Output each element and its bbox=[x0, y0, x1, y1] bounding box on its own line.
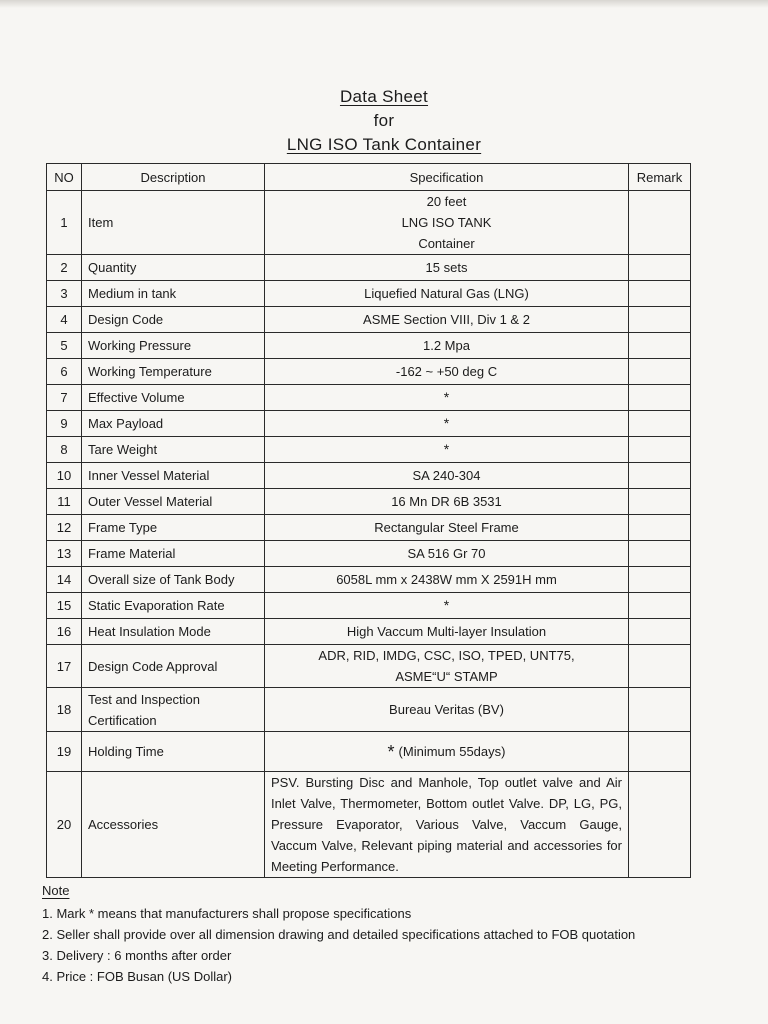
row-description: Item bbox=[82, 191, 265, 255]
row-no: 9 bbox=[47, 411, 82, 437]
row-remark bbox=[629, 333, 691, 359]
table-row bbox=[47, 385, 691, 411]
row-specification: PSV. Bursting Disc and Manhole, Top outlet valve and Air Inlet Valve, Thermometer, Bottom outlet Valve. DP, LG, PG, Pressure Evaporator, Various Valve, Vaccum Gauge, Vaccum Valve, Relevant piping material and accessories for Meeting Performance. bbox=[265, 772, 629, 878]
table-row bbox=[47, 359, 691, 385]
row-description: Inner Vessel Material bbox=[82, 463, 265, 489]
row-remark bbox=[629, 688, 691, 732]
row-description: Max Payload bbox=[82, 411, 265, 437]
table-row bbox=[47, 688, 691, 732]
row-no: 11 bbox=[47, 489, 82, 515]
row-specification bbox=[265, 191, 629, 255]
table-row bbox=[47, 645, 691, 688]
row-description: Overall size of Tank Body bbox=[82, 567, 265, 593]
row-no: 8 bbox=[47, 437, 82, 463]
row-no: 15 bbox=[47, 593, 82, 619]
row-specification: Bureau Veritas (BV) bbox=[265, 688, 629, 732]
row-no: 12 bbox=[47, 515, 82, 541]
row-specification: Rectangular Steel Frame bbox=[265, 515, 629, 541]
row-remark bbox=[629, 359, 691, 385]
row-no: 4 bbox=[47, 307, 82, 333]
title-line-1: Data Sheet bbox=[339, 87, 429, 106]
row-specification: 15 sets bbox=[265, 255, 629, 281]
note-item: 2. Seller shall provide over all dimension drawing and detailed specifications attached to FOB quotation bbox=[42, 927, 636, 942]
row-specification: * bbox=[265, 385, 629, 411]
row-remark bbox=[629, 463, 691, 489]
header-specification: Specification bbox=[265, 164, 629, 191]
row-no: 1 bbox=[47, 191, 82, 255]
row-remark bbox=[629, 437, 691, 463]
scan-edge-shadow bbox=[0, 0, 768, 8]
row-remark bbox=[629, 619, 691, 645]
spec-table bbox=[46, 163, 691, 878]
row-specification: * bbox=[265, 593, 629, 619]
row-specification: High Vaccum Multi-layer Insulation bbox=[265, 619, 629, 645]
row-description: Test and Inspection Certification bbox=[82, 688, 265, 732]
header-remark: Remark bbox=[629, 164, 691, 191]
row-description: Accessories bbox=[82, 772, 265, 878]
row-specification bbox=[265, 732, 629, 772]
table-row bbox=[47, 567, 691, 593]
row-remark bbox=[629, 732, 691, 772]
note-item: 1. Mark * means that manufacturers shall propose specifications bbox=[42, 906, 412, 921]
header-no: NO bbox=[47, 164, 82, 191]
row-specification: SA 516 Gr 70 bbox=[265, 541, 629, 567]
row-no: 6 bbox=[47, 359, 82, 385]
row-no: 13 bbox=[47, 541, 82, 567]
row-no: 14 bbox=[47, 567, 82, 593]
row-description: Static Evaporation Rate bbox=[82, 593, 265, 619]
row-description: Working Temperature bbox=[82, 359, 265, 385]
table-row bbox=[47, 191, 691, 255]
row-description: Effective Volume bbox=[82, 385, 265, 411]
row-remark bbox=[629, 281, 691, 307]
table-row bbox=[47, 772, 691, 878]
spec-line: ADR, RID, IMDG, CSC, ISO, TPED, UNT75, bbox=[318, 648, 575, 663]
table-row bbox=[47, 333, 691, 359]
notes-title: Note bbox=[42, 883, 70, 898]
table-row bbox=[47, 411, 691, 437]
row-no: 16 bbox=[47, 619, 82, 645]
note-item: 3. Delivery : 6 months after order bbox=[42, 948, 232, 963]
row-specification: Liquefied Natural Gas (LNG) bbox=[265, 281, 629, 307]
spec-line: Container bbox=[418, 236, 475, 251]
table-row bbox=[47, 437, 691, 463]
row-remark bbox=[629, 567, 691, 593]
table-row bbox=[47, 619, 691, 645]
title-line-2: for bbox=[373, 111, 395, 130]
row-description: Outer Vessel Material bbox=[82, 489, 265, 515]
row-no: 7 bbox=[47, 385, 82, 411]
row-description: Medium in tank bbox=[82, 281, 265, 307]
table-row bbox=[47, 489, 691, 515]
table-row bbox=[47, 541, 691, 567]
table-row bbox=[47, 255, 691, 281]
spec-line: ASME“U“ STAMP bbox=[395, 669, 498, 684]
row-remark bbox=[629, 645, 691, 688]
row-description: Design Code Approval bbox=[82, 645, 265, 688]
table-row bbox=[47, 515, 691, 541]
proposal-asterisk: * bbox=[387, 741, 395, 762]
row-no: 2 bbox=[47, 255, 82, 281]
row-remark bbox=[629, 489, 691, 515]
table-row bbox=[47, 307, 691, 333]
row-description: Frame Material bbox=[82, 541, 265, 567]
table-row bbox=[47, 281, 691, 307]
row-description: Frame Type bbox=[82, 515, 265, 541]
table-row bbox=[47, 593, 691, 619]
row-remark bbox=[629, 411, 691, 437]
row-remark bbox=[629, 515, 691, 541]
row-no: 17 bbox=[47, 645, 82, 688]
row-no: 20 bbox=[47, 772, 82, 878]
table-header-row bbox=[47, 164, 691, 191]
row-remark bbox=[629, 541, 691, 567]
table-row bbox=[47, 732, 691, 772]
row-no: 5 bbox=[47, 333, 82, 359]
row-remark bbox=[629, 385, 691, 411]
spec-text: (Minimum 55days) bbox=[398, 743, 506, 759]
row-specification: 16 Mn DR 6B 3531 bbox=[265, 489, 629, 515]
row-remark bbox=[629, 191, 691, 255]
row-description: Heat Insulation Mode bbox=[82, 619, 265, 645]
row-specification: SA 240-304 bbox=[265, 463, 629, 489]
row-no: 18 bbox=[47, 688, 82, 732]
row-specification: 6058L mm x 2438W mm X 2591H mm bbox=[265, 567, 629, 593]
row-no: 10 bbox=[47, 463, 82, 489]
row-description: Design Code bbox=[82, 307, 265, 333]
note-item: 4. Price : FOB Busan (US Dollar) bbox=[42, 969, 232, 984]
title-line-3: LNG ISO Tank Container bbox=[286, 135, 482, 154]
notes-section bbox=[42, 880, 742, 987]
spec-line: LNG ISO TANK bbox=[401, 215, 492, 230]
row-no: 3 bbox=[47, 281, 82, 307]
row-specification: ASME Section VIII, Div 1 & 2 bbox=[265, 307, 629, 333]
header-description: Description bbox=[82, 164, 265, 191]
row-description: Holding Time bbox=[82, 732, 265, 772]
row-specification: * bbox=[265, 411, 629, 437]
table-row bbox=[47, 463, 691, 489]
row-remark bbox=[629, 307, 691, 333]
row-specification bbox=[265, 645, 629, 688]
row-no: 19 bbox=[47, 732, 82, 772]
row-remark bbox=[629, 593, 691, 619]
row-specification: -162 ~ +50 deg C bbox=[265, 359, 629, 385]
row-remark bbox=[629, 772, 691, 878]
row-specification: 1.2 Mpa bbox=[265, 333, 629, 359]
spec-line: 20 feet bbox=[426, 194, 467, 209]
row-description: Working Pressure bbox=[82, 333, 265, 359]
row-specification: * bbox=[265, 437, 629, 463]
row-description: Quantity bbox=[82, 255, 265, 281]
row-description: Tare Weight bbox=[82, 437, 265, 463]
row-remark bbox=[629, 255, 691, 281]
